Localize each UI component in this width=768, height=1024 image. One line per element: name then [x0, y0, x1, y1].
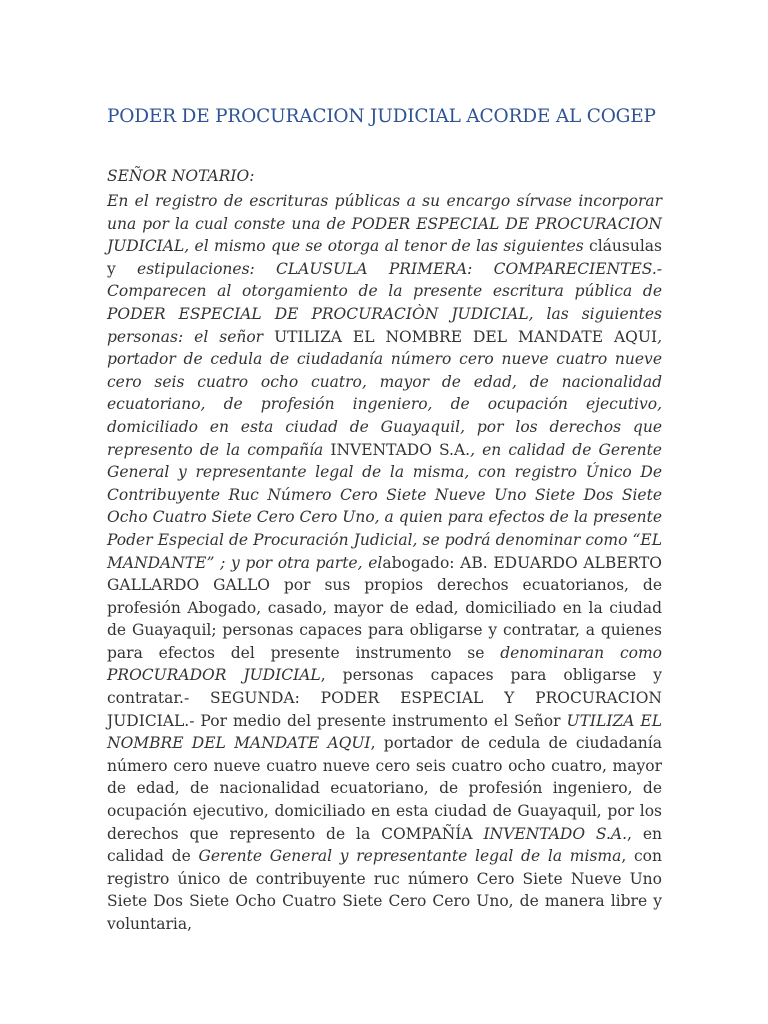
text-run-upright: , con registro único de contribuyente ruc número Cero Siete Nueve Uno Siete Dos Siete Ocho Cuatro Siete Cero Cero Uno, de manera libre y voluntaria,: [107, 847, 662, 933]
text-run-upright: y: [107, 259, 138, 278]
text-run: Gerente General y representante legal de la misma: [198, 847, 622, 866]
company-name: , en calidad de: [107, 824, 662, 866]
text-run: UTILIZA EL NOMBRE DEL MANDATE AQUI: [107, 711, 662, 753]
company-name: INVENTADO S.A.: [330, 440, 471, 459]
mandante-name-placeholder: , portador de cedula de ciudadanía número cero nueve cuatro nueve cero seis cuatro ocho cuatro, mayor de edad, de nacionalidad ecuatoriano, de profesión ingeniero, de ocupación ejecutivo, domiciliado en esta ciudad de Guayaquil, por los derechos que represento de la COMPAÑÍA: [107, 734, 662, 843]
text-run: , en calidad de Gerente General y representante legal de la misma, con registro Único De Contribuyente Ruc Número Cero Siete Nueve Uno Siete Dos Siete Ocho Cuatro Siete Cero Cero Uno, a quien para efectos de la presente Poder Especial de Procuración Judicial, se podrá denominar como “EL MANDANTE” ; y por otra parte, el: [107, 440, 662, 572]
text-run: , portador de cedula de ciudadanía número cero nueve cuatro nueve cero seis cuatro ocho cuatro, mayor de edad, de nacionalidad ecuatoriano, de profesión ingeniero, de ocupación ejecutivo, domiciliado en esta ciudad de Guayaquil, por los derechos que represento de la compañía: [107, 327, 663, 459]
text-run: denominaran como PROCURADOR JUDICIAL: [107, 643, 662, 685]
salutation: SEÑOR NOTARIO:: [107, 167, 255, 185]
text-run-upright: cláusulas: [589, 237, 662, 256]
text-run-upright: , personas capaces para obligarse y contratar.- SEGUNDA: PODER ESPECIAL Y PROCURACION JUDICIAL.- Por medio del presente instrumento el Señor: [107, 666, 662, 730]
text-run: INVENTADO S.A.: [483, 824, 628, 843]
text-run: En el registro de escrituras públicas a su encargo sírvase incorporar una por la cual conste una de PODER ESPECIAL DE PROCURACION JUDICIAL, el mismo que se otorga al tenor de las siguientes: [107, 192, 662, 256]
body-paragraph: [107, 190, 662, 936]
text-run-upright: abogado: AB. EDUARDO ALBERTO GALLARDO GALLO por sus propios derechos ecuatorianos, de profesión Abogado, casado, mayor de edad, domiciliado en la ciudad de Guayaquil; personas capaces para obligarse y contratar, a quienes para efectos del presente instrumento se: [107, 553, 663, 662]
document-title: PODER DE PROCURACION JUDICIAL ACORDE AL COGEP: [107, 106, 656, 127]
text-run: estipulaciones: CLAUSULA PRIMERA: COMPARECIENTES.- Comparecen al otorgamiento de la presente escritura pública de PODER ESPECIAL DE PROCURACIÒN JUDICIAL, las siguientes personas: el señor: [107, 259, 662, 346]
mandante-name-placeholder: UTILIZA EL NOMBRE DEL MANDATE AQUI: [274, 327, 658, 346]
